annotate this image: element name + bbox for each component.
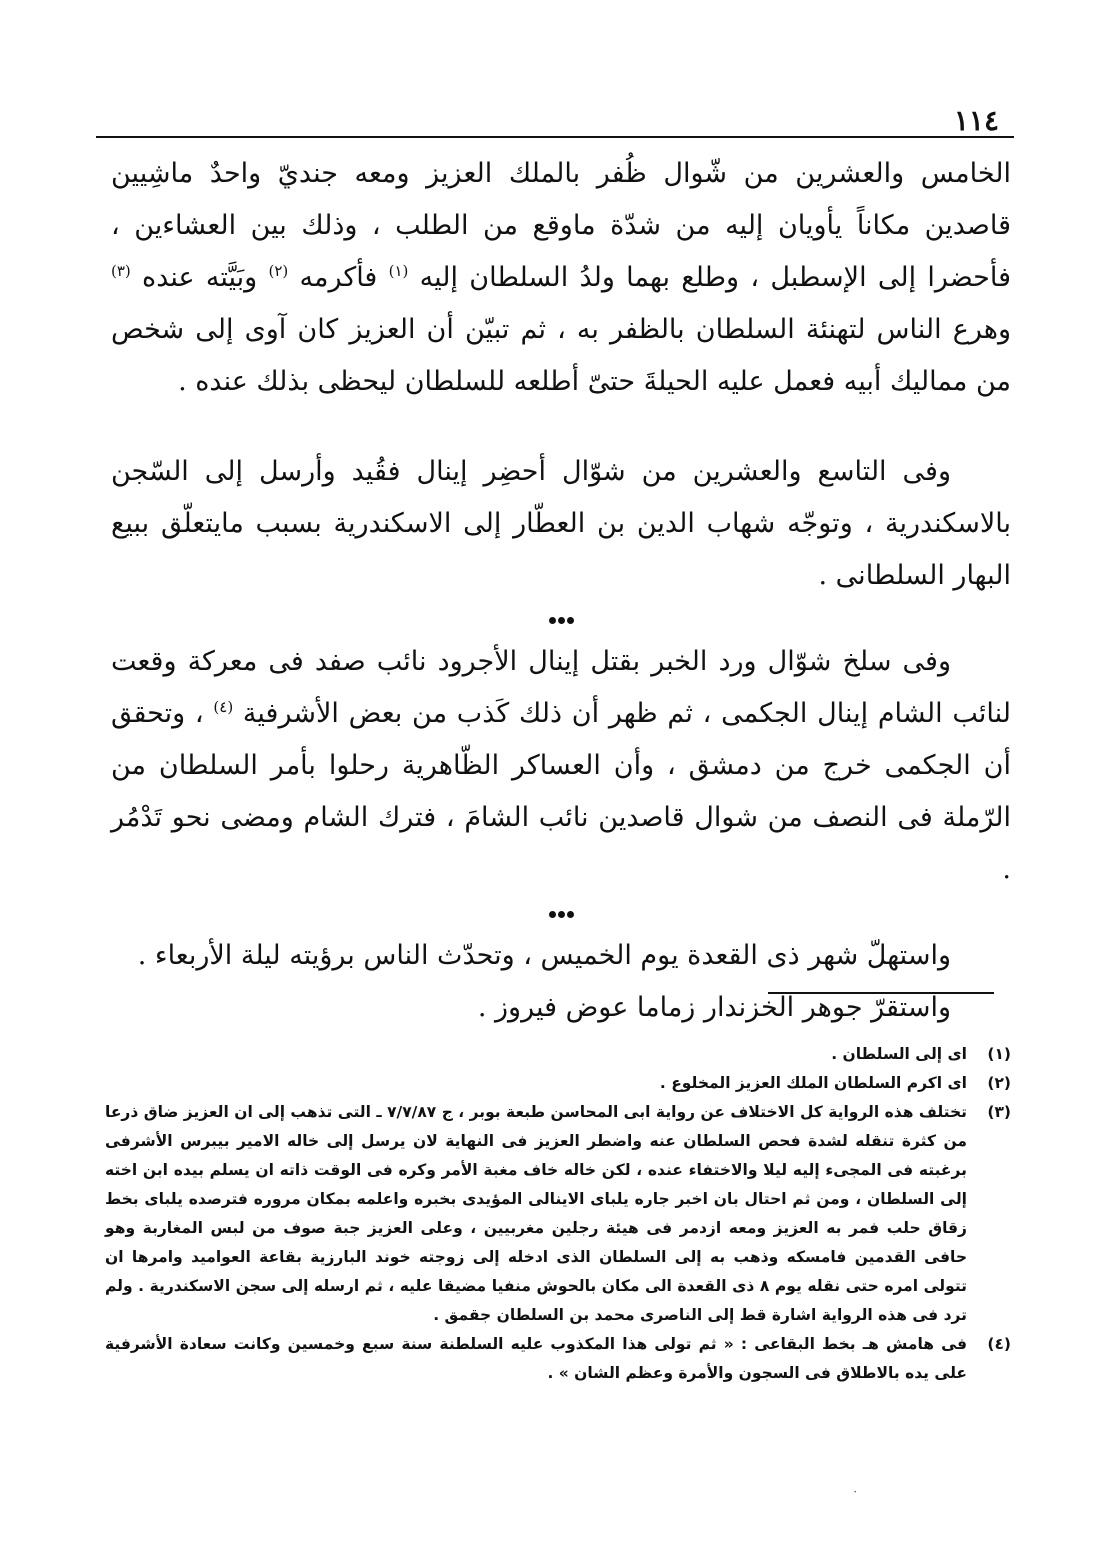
paragraph-3-part-1: وفى سلخ شوّال ورد الخبر بقتل إينال الأجرود نائب صفد فى معركة وقعت لنائب الشام إينال الجكمى ، ثم ظهر أن ذلك كَذب من بعض الأشرفية (111, 646, 1011, 729)
footnote-ref-2: (٢) (268, 262, 289, 280)
footnote-number: (٢) (987, 1074, 1011, 1092)
separator-dot (567, 617, 574, 624)
footnote-number: (١) (987, 1045, 1011, 1063)
footnote-text: تختلف هذه الرواية كل الاختلاف عن رواية ابى المحاسن طبعة بوبر ، ج ٧/٧/٨٧ ـ التى تذهب إلى ان العزيز ضاق ذرعا من كثرة تنقله لشدة فحص السلطان عنه واضطر العزيز فى النهاية لان يرسل إلى خاله الامير بيبرس الأشرفى برغبته فى المجىء إليه ليلا والاختفاء عنده ، لكن خاله خاف مغبة الأمر وكره فى الوقت ذاته ان يسلم بيده ابن اخته إلى السلطان ، ومن ثم احتال بان اخبر جاره يلباى الاينالى المؤيدى بخبره واعلمه بمكان مروره فترصده يلباى بخط زقاق حلب فمر به العزيز ومعه ازدمر فى هيئة رجلين مغربيين ، وعلى العزيز جبة صوف من لبس المغاربة وهو حافى القدمين فامسكه وذهب به إلى السلطان الذى ادخله إلى زوجته خوند البارزية بقاعة العواميد وامرها ان تتولى امره حتى نقله يوم ٨ ذى القعدة الى مكان بالحوش منفيا مضيقا عليه ، ثم ارسله إلى سجن الاسكندرية . ولم ترد فى هذه الرواية اشارة قط إلى الناصرى محمد بن السلطان جقمق . (105, 1103, 967, 1324)
paragraph-2: وفى التاسع والعشرين من شوّال أحضِر إينال فقُيد وأرسل إلى السّجن بالاسكندرية ، وتوجّه شهاب الدين بن العطّار إلى الاسكندرية بسبب مايتعلّق ببيع البهار السلطانى . (111, 456, 1011, 591)
body-text (111, 148, 1011, 1034)
section-separator-1 (111, 608, 1011, 632)
footnote-number: (٣) (987, 1103, 1011, 1121)
footnote-ref-3: (٣) (111, 262, 131, 280)
footnote-text: فى هامش هـ بخط البقاعى : « ثم تولى هذا المكذوب عليه السلطنة سنة سبع وخمسين وكانت سعادة الأشرفية على يده بالاطلاق فى السجون والأمرة وعظم الشان » . (105, 1335, 967, 1382)
footnote-4 (105, 1330, 1011, 1388)
footnote-ref-4: (٤) (213, 698, 234, 716)
page-number: ١١٤ (953, 104, 999, 137)
footnote-text: اى إلى السلطان . (831, 1045, 967, 1063)
footnotes (105, 1040, 1011, 1388)
paragraph-1-part-2: فأكرمه (288, 262, 389, 293)
separator-dot (549, 911, 556, 918)
paragraph-3-part-2: ، وتحقق أن الجكمى خرج من دمشق ، وأن العساكر الظّاهرية رحلوا بأمر السلطان من الرّملة فى النصف من شوال قاصدين نائب الشامَ ، فترك الشام ومضى نحو تَدْمُر . (111, 698, 1011, 885)
footnote-text: اى اكرم السلطان الملك العزيز المخلوع . (659, 1074, 967, 1092)
footnote-2 (105, 1069, 1011, 1098)
footnote-ref-1: (١) (388, 262, 409, 280)
margin-speck: ٠ (852, 1484, 859, 1498)
separator-dot (549, 617, 556, 624)
footnote-number: (٤) (987, 1335, 1011, 1353)
paragraph-gap (111, 408, 1011, 446)
footnote-1 (105, 1040, 1011, 1069)
paragraph-4-line-2: واستقرّ جوهر الخزندار زماما عوض فيروز . (477, 992, 951, 1023)
paragraph-1-part-3: وبَيَّته عنده (130, 262, 269, 293)
paragraph-1 (111, 148, 1011, 408)
paragraph-1-part-4: وهرع الناس لتهنئة السلطان بالظفر به ، ثم تبيّن أن العزيز كان آوى إلى شخص من مماليك أبيه فعمل عليه الحيلةَ حتىّ أطلعه للسلطان ليحظى بذلك عنده . (111, 314, 1011, 397)
paragraph-4-line-1: واستهلّ شهر ذى القعدة يوم الخميس ، وتحدّث الناس برؤيته ليلة الأربعاء . (137, 940, 951, 971)
header-rule (96, 136, 1014, 138)
separator-dot (558, 617, 565, 624)
footnote-rule (768, 992, 994, 994)
section-separator-2 (111, 902, 1011, 926)
paragraph-1-part-1: الخامس والعشرين من شّوال ظُفر بالملك العزيز ومعه جنديّ واحدٌ ماشِيين قاصدين مكاناً يأويان إليه من شدّة ماوقع من الطلب ، وذلك بين العشاءين ، فأحضرا إلى الإسطبل ، وطلع بهما ولدُ السلطان إليه (111, 158, 1011, 293)
separator-dot (567, 911, 574, 918)
paragraph-3 (111, 636, 1011, 896)
footnote-3 (105, 1098, 1011, 1330)
separator-dot (558, 911, 565, 918)
